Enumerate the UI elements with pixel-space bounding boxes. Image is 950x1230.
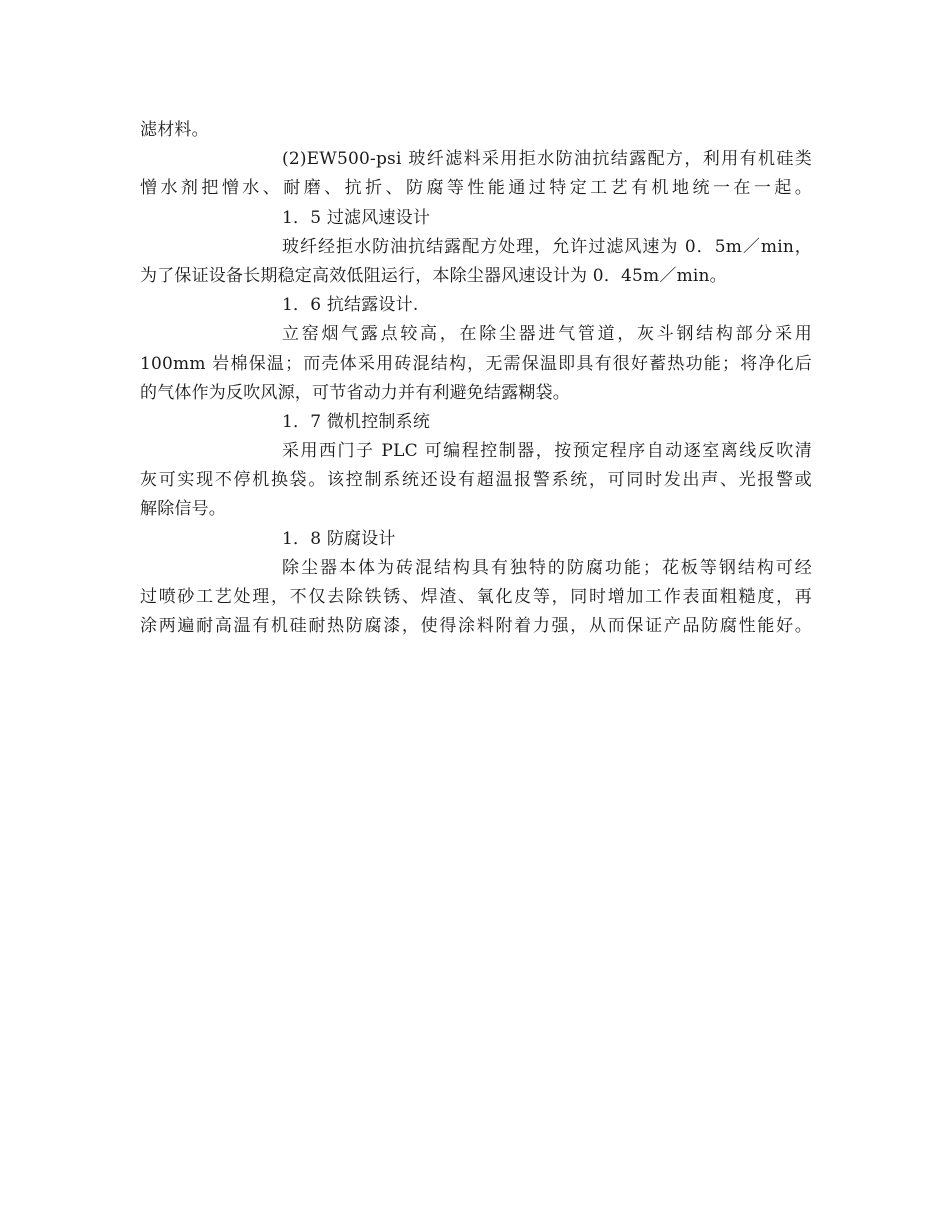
text-line: 灰可实现不停机换袋。该控制系统还设有超温报警系统，可同时发出声、光报警或: [140, 470, 812, 491]
section-heading: 1．8 防腐设计: [282, 528, 396, 549]
text-line: 的气体作为反吹风源，可节省动力并有利避免结露糊袋。: [140, 382, 570, 403]
section-heading: 1．7 微机控制系统: [282, 411, 431, 432]
section-heading: 1．5 过滤风速设计: [282, 207, 431, 228]
section-heading: 1．6 抗结露设计.: [282, 295, 419, 316]
text-line: 采用西门子 PLC 可编程控制器，按预定程序自动逐室离线反吹清: [282, 441, 812, 462]
text-line: 解除信号。: [140, 499, 226, 520]
text-line: 滤材料。: [140, 120, 209, 140]
text-line: 憎水剂把憎水、耐磨、抗折、防腐等性能通过特定工艺有机地统一在一起。: [140, 178, 812, 199]
document-body: [140, 116, 812, 641]
text-line: 玻纤经拒水防油抗结露配方处理，允许过滤风速为 0．5m／min，: [282, 236, 812, 257]
text-line: (2)EW500-psi 玻纤滤料采用拒水防油抗结露配方，利用有机硅类: [282, 149, 812, 170]
text-line: 涂两遍耐高温有机硅耐热防腐漆，使得涂料附着力强，从而保证产品防腐性能好。: [140, 616, 812, 637]
text-line: 过喷砂工艺处理，不仅去除铁锈、焊渣、氧化皮等，同时增加工作表面粗糙度，再: [140, 587, 812, 607]
text-line: 除尘器本体为砖混结构具有独特的防腐功能；花板等钢结构可经: [282, 557, 812, 578]
text-line: 立窑烟气露点较高，在除尘器进气管道，灰斗钢结构部分采用: [282, 324, 812, 345]
text-line: 为了保证设备长期稳定高效低阻运行，本除尘器风速设计为 0．45m／min。: [140, 265, 727, 286]
text-line: 100mm 岩棉保温；而壳体采用砖混结构，无需保温即具有很好蓄热功能；将净化后: [140, 353, 812, 374]
